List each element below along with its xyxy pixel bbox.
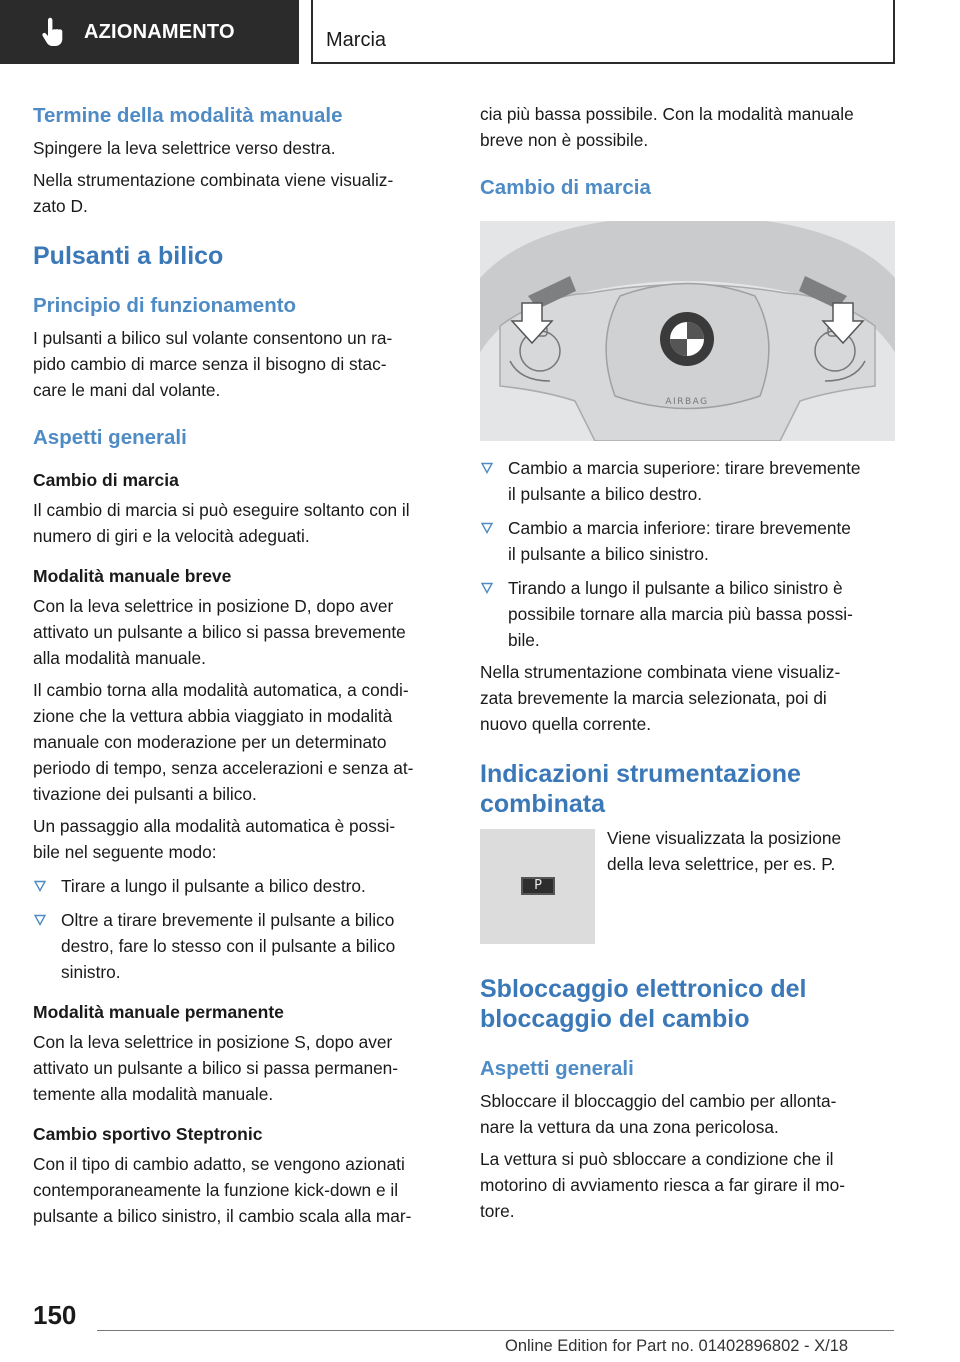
list-item: Oltre a tirare brevemente il pulsante a bilico destro, fare lo stesso con il pulsante a bilico sinistro. [33,907,451,985]
subheading-sportivo: Cambio sportivo Steptronic [33,1124,263,1144]
paragraph: Il cambio di marcia si può eseguire soltanto con il numero di giri e la velocità adeguati. [33,500,410,546]
paragraph: Con la leva selettrice in posizione D, dopo aver attivato un pulsante a bilico si passa brevemente alla modalità manuale. [33,596,406,668]
paragraph: Nella strumentazione combinata viene visualiz‐ zata brevemente la marcia selezionata, poi di nuovo quella corrente. [480,662,841,734]
heading-pulsanti: Pulsanti a bilico [33,242,224,270]
heading-cambio-marcia: Cambio di marcia [480,176,651,199]
steering-wheel-icon [480,221,895,441]
triangle-bullet-icon [481,522,493,534]
page-number: 150 [33,1300,77,1330]
triangle-bullet-icon [481,462,493,474]
paragraph: Con il tipo di cambio adatto, se vengono azionati contemporaneamente la funzione kick-down e il pulsante a bilico sinistro, il cambio scala alla mar‐ [33,1154,412,1226]
list-item: Tirando a lungo il pulsante a bilico sinistro è possibile tornare alla marcia più bassa possi‐ bile. [480,575,898,653]
triangle-bullet-icon [481,582,493,594]
subheading-breve: Modalità manuale breve [33,566,232,586]
heading-sbloccaggio: Sbloccaggio elettronico del bloccaggio del cambio [480,975,807,1033]
paragraph: La vettura si può sbloccare a condizione che il motorino di avviamento riesca a far girare il mo‐ tore. [480,1149,845,1221]
paragraph: Sbloccare il bloccaggio del cambio per allonta‐ nare la vettura da una zona pericolosa. [480,1091,837,1137]
steering-wheel-illustration [480,221,895,441]
display-row [480,829,898,944]
footer-divider [97,1330,894,1331]
gear-position-indicator: P [521,877,555,895]
triangle-bullet-icon [34,914,46,926]
list-item: Cambio a marcia superiore: tirare brevemente il pulsante a bilico destro. [480,455,898,507]
list-item: Cambio a marcia inferiore: tirare brevemente il pulsante a bilico sinistro. [480,515,898,567]
section-tab [0,0,299,64]
cluster-display-illustration [480,829,595,944]
subheading-cambio: Cambio di marcia [33,470,179,490]
paragraph: Nella strumentazione combinata viene visualiz‐ zato D. [33,170,394,216]
paragraph: Il cambio torna alla modalità automatica, a condi‐ zione che la vettura abbia viaggiato in modalità manuale con moderazione per un determinato periodo di tempo, senza accelerazioni e senza at‐ tivazione dei pulsanti a bilico. [33,680,414,804]
heading-aspetti: Aspetti generali [33,426,187,449]
heading-termine: Termine della modalità manuale [33,104,343,127]
heading-aspetti-right: Aspetti generali [480,1057,634,1080]
hand-pointer-icon [40,17,66,47]
airbag-label: AIRBAG [665,397,709,407]
paragraph: Spingere la leva selettrice verso destra. [33,138,336,158]
subheading-permanente: Modalità manuale permanente [33,1002,284,1022]
paragraph: Un passaggio alla modalità automatica è possi‐ bile nel seguente modo: [33,816,396,862]
heading-indicazioni: Indicazioni strumentazione combinata [480,760,801,818]
right-column [480,101,898,1224]
paragraph: Viene visualizzata la posizione della leva selettrice, per es. P. [607,828,842,874]
paragraph: cia più bassa possibile. Con la modalità manuale breve non è possibile. [480,104,854,150]
section-title: AZIONAMENTO [84,20,235,43]
edition-note: Online Edition for Part no. 01402896802 - X/18 [505,1337,849,1355]
triangle-bullet-icon [34,880,46,892]
chapter-header [311,0,895,64]
list-item: Tirare a lungo il pulsante a bilico destro. [33,873,451,899]
paragraph: Con la leva selettrice in posizione S, dopo aver attivato un pulsante a bilico si passa permanen‐ temente alla modalità manuale. [33,1032,399,1104]
chapter-title: Marcia [326,29,387,51]
paragraph: I pulsanti a bilico sul volante consentono un ra‐ pido cambio di marce senza il bisogno di stac‐ care le mani dal volante. [33,328,393,400]
heading-principio: Principio di funzionamento [33,294,297,317]
left-column [33,101,451,1229]
